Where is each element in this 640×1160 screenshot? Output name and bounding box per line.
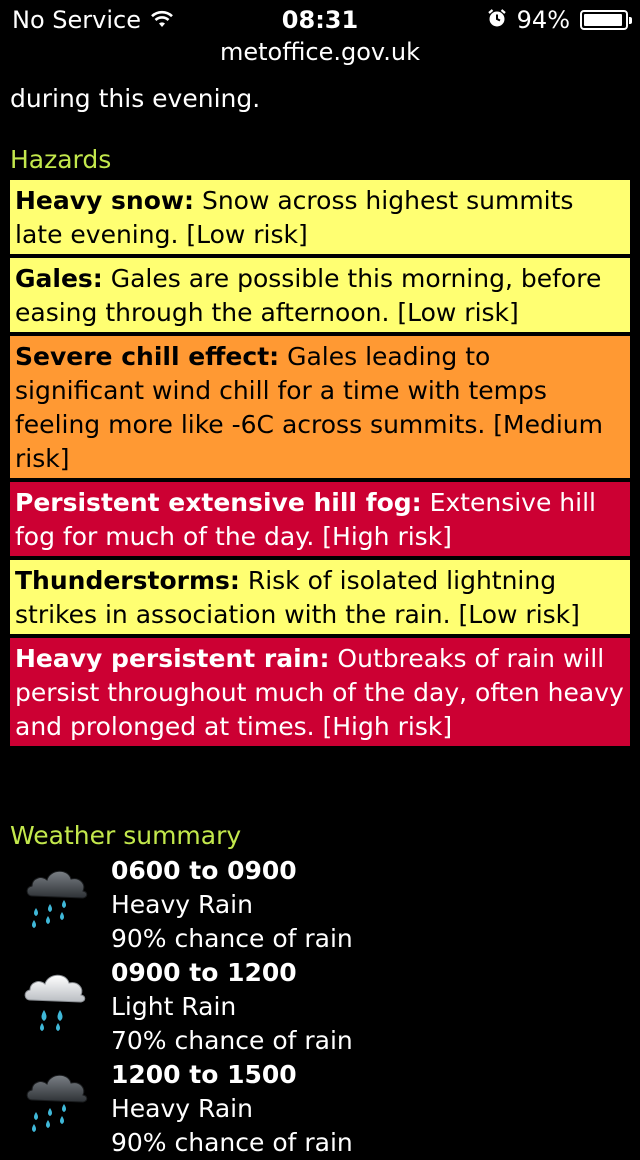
carrier-label: No Service — [12, 6, 141, 34]
weather-summary-text — [111, 854, 353, 956]
hazard-text: Gales leading to significant wind chill for a time with temps feeling more like -6C across summits. [Medium risk] — [15, 342, 604, 473]
summary-description: Heavy Rain — [111, 890, 253, 919]
hazard-item — [10, 336, 630, 478]
weather-summary-list — [0, 854, 640, 1160]
heavy-rain-icon — [22, 860, 94, 932]
hazard-text: Risk of isolated lightning strikes in association with the rain. [Low risk] — [15, 566, 580, 629]
hazard-title: Thunderstorms: — [15, 566, 240, 595]
summary-time: 0900 to 1200 — [111, 958, 297, 987]
summary-rain-chance: 70% chance of rain — [111, 1026, 353, 1055]
hazard-title: Gales: — [15, 264, 103, 293]
light-rain-icon — [22, 962, 94, 1034]
weather-summary-item — [0, 1058, 640, 1160]
weather-summary-item — [0, 854, 640, 956]
hazard-item — [10, 560, 630, 634]
url-bar[interactable]: metoffice.gov.uk — [219, 38, 421, 66]
status-bar — [0, 0, 640, 80]
summary-description: Heavy Rain — [111, 1094, 253, 1123]
summary-time: 0600 to 0900 — [111, 856, 297, 885]
clock: 08:31 — [281, 6, 359, 34]
weather-summary-heading: Weather summary — [10, 821, 242, 850]
hazard-text: Snow across highest summits late evening. [Low risk] — [15, 186, 574, 249]
intro-text: during this evening. — [10, 84, 261, 113]
summary-time: 1200 to 1500 — [111, 1060, 297, 1089]
hazard-item — [10, 638, 630, 746]
hazard-title: Heavy persistent rain: — [15, 644, 330, 673]
hazards-heading: Hazards — [10, 145, 112, 174]
summary-rain-chance: 90% chance of rain — [111, 924, 353, 953]
status-right — [487, 6, 628, 34]
hazard-text: Outbreaks of rain will persist throughout much of the day, often heavy and prolonged at times. [High risk] — [15, 644, 624, 741]
heavy-rain-icon — [22, 1064, 94, 1136]
hazard-title: Persistent extensive hill fog: — [15, 488, 422, 517]
hazard-item — [10, 180, 630, 254]
weather-summary-text — [111, 956, 353, 1058]
page-content — [0, 80, 640, 1157]
summary-description: Light Rain — [111, 992, 237, 1021]
hazard-item — [10, 258, 630, 332]
hazard-text: Extensive hill fog for much of the day. [High risk] — [15, 488, 596, 551]
summary-rain-chance: 90% chance of rain — [111, 1128, 353, 1157]
hazard-list — [10, 180, 630, 750]
alarm-icon — [487, 6, 507, 34]
battery-icon — [580, 10, 628, 30]
weather-summary-text — [111, 1058, 353, 1160]
hazard-text: Gales are possible this morning, before easing through the afternoon. [Low risk] — [15, 264, 602, 327]
hazard-title: Severe chill effect: — [15, 342, 280, 371]
battery-level — [584, 14, 622, 26]
hazard-item — [10, 482, 630, 556]
hazard-title: Heavy snow: — [15, 186, 194, 215]
weather-summary-item — [0, 956, 640, 1058]
battery-percent: 94% — [516, 6, 570, 34]
